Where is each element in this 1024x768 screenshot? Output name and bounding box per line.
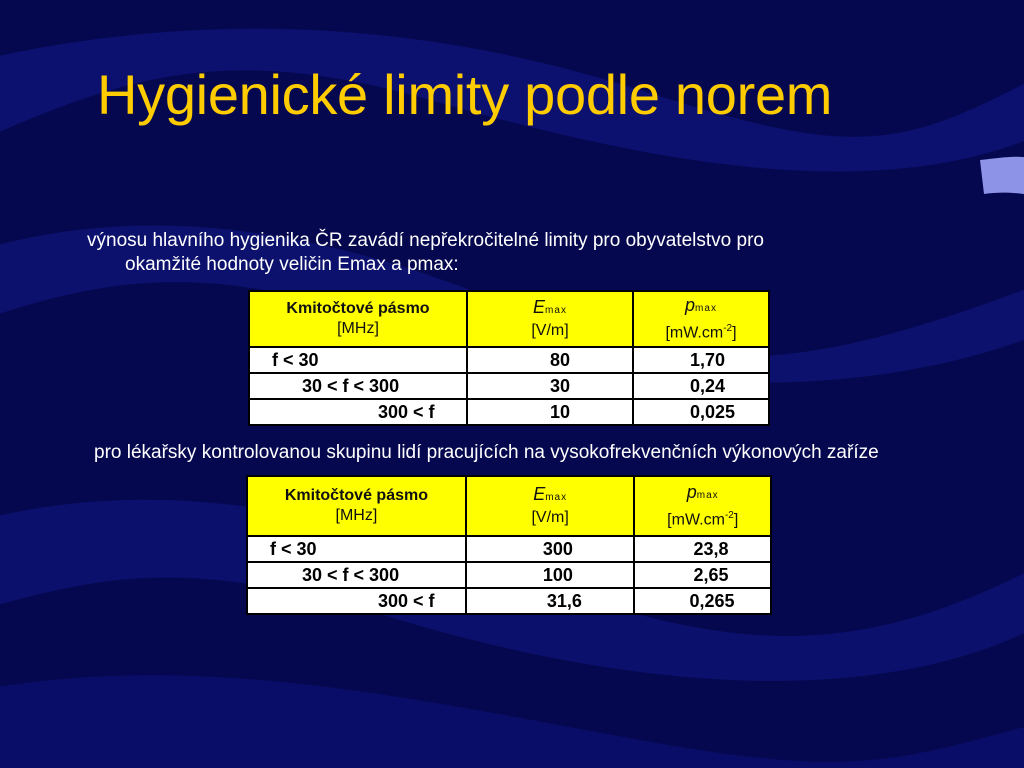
slide-title: Hygienické limity podle norem <box>97 63 833 126</box>
table-row <box>249 373 769 399</box>
cell-pmax: 0,265 <box>634 588 771 614</box>
limits-table-workers <box>246 475 772 615</box>
table-row <box>249 399 769 425</box>
cell-pmax: 2,65 <box>634 562 771 588</box>
cell-band: f < 30 <box>247 536 466 562</box>
header-pmax: pmax $[mW.cm^{-2}]$ <box>633 291 769 347</box>
intro-paragraph <box>87 229 967 277</box>
wave-highlight <box>980 157 1024 195</box>
cell-emax: 80 <box>467 347 633 373</box>
table-row <box>249 347 769 373</box>
header-pmax: pmax $[mW.cm^{-2}]$ <box>634 476 771 536</box>
table-header-row <box>249 291 769 347</box>
cell-emax: 100 <box>466 562 635 588</box>
table-row <box>247 536 771 562</box>
intro-line-1: výnosu hlavního hygienika ČR zavádí nepřekročitelné limity pro obyvatelstvo pro <box>87 230 764 251</box>
cell-pmax: 0,025 <box>633 399 769 425</box>
cell-band: 300 < f <box>247 588 466 614</box>
cell-emax: 300 <box>466 536 635 562</box>
workers-paragraph: pro lékařsky kontrolovanou skupinu lidí pracujících na vysokofrekvenčních výkonových zaříze <box>94 442 879 463</box>
intro-line-2: okamžité hodnoty veličin Emax a pmax: <box>125 254 459 275</box>
table-row <box>247 588 771 614</box>
cell-emax: 31,6 <box>466 588 635 614</box>
cell-emax: 10 <box>467 399 633 425</box>
header-band: Kmitočtové pásmo [MHz] <box>249 291 467 347</box>
header-emax: Emax [V/m] <box>466 476 635 536</box>
cell-band: f < 30 <box>249 347 467 373</box>
table-header-row <box>247 476 771 536</box>
cell-pmax: 0,24 <box>633 373 769 399</box>
cell-band: 30 < f < 300 <box>249 373 467 399</box>
table-row <box>247 562 771 588</box>
cell-band: 300 < f <box>249 399 467 425</box>
cell-pmax: 23,8 <box>634 536 771 562</box>
cell-emax: 30 <box>467 373 633 399</box>
header-band: Kmitočtové pásmo [MHz] <box>247 476 466 536</box>
cell-band: 30 < f < 300 <box>247 562 466 588</box>
header-emax: Emax [V/m] <box>467 291 633 347</box>
cell-pmax: 1,70 <box>633 347 769 373</box>
limits-table-public <box>248 290 770 426</box>
